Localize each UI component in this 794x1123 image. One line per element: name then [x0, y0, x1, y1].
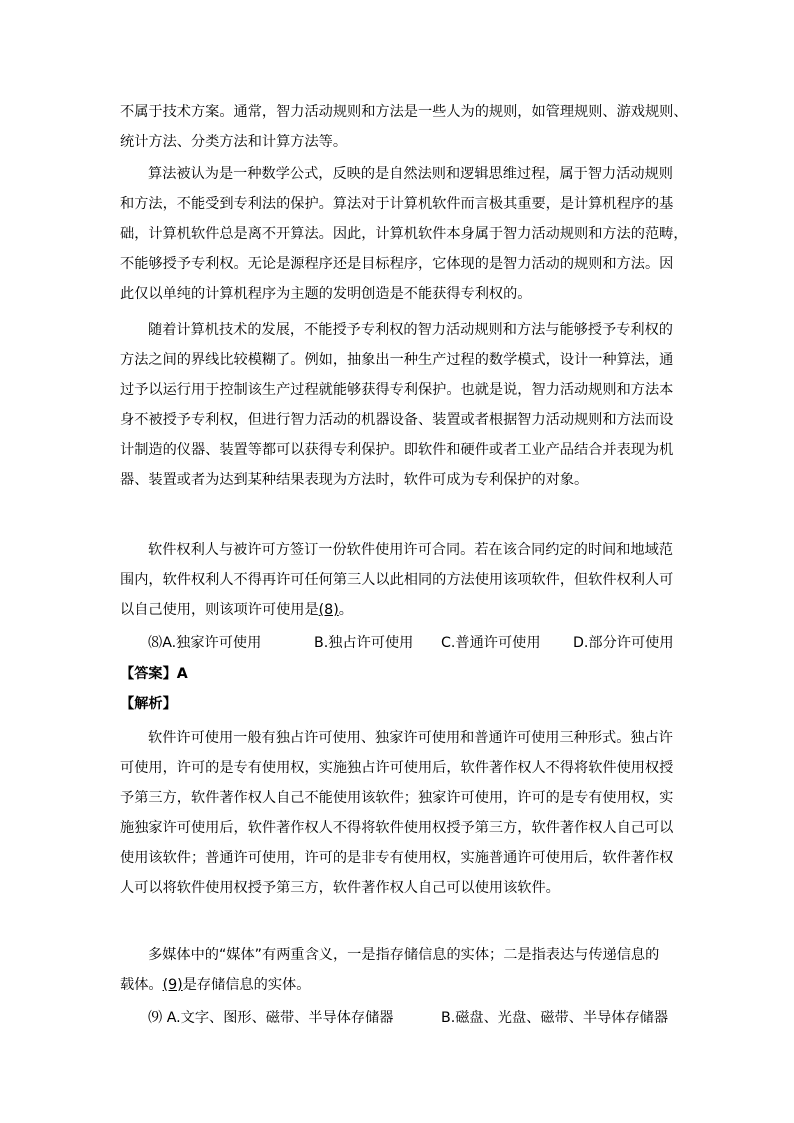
- paragraph-line: 此仅以单纯的计算机程序为主题的发明创造是不能获得专利权的。: [120, 286, 532, 302]
- question-line: 软件权利人与被许可方签订一份软件使用许可合同。若在该合同约定的时间和地域范: [148, 542, 673, 558]
- paragraph-line: 器、装置或者为达到某种结果表现为方法时，软件可成为专利保护的对象。: [120, 472, 589, 488]
- option-c: C.普通许可使用: [441, 635, 541, 651]
- option-d: D.部分许可使用: [573, 635, 674, 651]
- analysis-line: 可使用，许可的是专有使用权，实施独占许可使用后，软件著作权人不得将软件使用权授: [120, 760, 674, 776]
- paragraph-line: 随着计算机技术的发展，不能授予专利权的智力活动规则和方法与能够授予专利权的: [148, 322, 673, 338]
- option-a: ⑼ A.文字、图形、磁带、半导体存储器: [148, 1010, 394, 1026]
- options-row: [120, 628, 680, 658]
- analysis-line: 施独家许可使用后，软件著作权人不得将软件使用权授予第三方，软件著作权人自己可以: [120, 820, 674, 836]
- paragraph-line: 不能够授予专利权。无论是源程序还是目标程序，它体现的是智力活动的规则和方法。因: [120, 256, 674, 272]
- paragraph-line: 身不被授予专利权，但进行智力活动的机器设备、装置或者根据智力活动规则和方法而设: [120, 412, 674, 428]
- answer-blank: (8): [318, 602, 339, 618]
- question-line: 多媒体中的“媒体”有两重含义，一是指存储信息的实体；二是指表达与传递信息的: [148, 947, 660, 963]
- options-row: [120, 1003, 680, 1033]
- paragraph-line: 和方法，不能受到专利法的保护。算法对于计算机软件而言极其重要，是计算机程序的基: [120, 196, 674, 212]
- answer-blank: (9): [162, 977, 183, 993]
- answer-value: A: [176, 666, 188, 682]
- analysis-line: 使用该软件；普通许可使用，许可的是非专有使用权，实施普通许可使用后，软件著作权: [120, 850, 674, 866]
- paragraph-line: 算法被认为是一种数学公式，反映的是自然法则和逻辑思维过程，属于智力活动规则: [148, 166, 673, 182]
- analysis-line: 人可以将软件使用权授予第三方，软件著作权人自己可以使用该软件。: [120, 880, 560, 896]
- paragraph-line: 方法之间的界线比较模糊了。例如，抽象出一种生产过程的数学模式，设计一种算法，通: [120, 352, 674, 368]
- analysis-line: 软件许可使用一般有独占许可使用、独家许可使用和普通许可使用三种形式。独占许: [148, 730, 673, 746]
- paragraph-line: 统计方法、分类方法和计算方法等。: [120, 134, 348, 150]
- option-b: B.磁盘、光盘、磁带、半导体存储器: [441, 1010, 669, 1026]
- analysis-line: 予第三方，软件著作权人自己不能使用该软件；独家许可使用，许可的是专有使用权，实: [120, 790, 674, 806]
- paragraph-line: 础，计算机软件总是离不开算法。因此，计算机软件本身属于智力活动规则和方法的范畴，: [120, 226, 688, 242]
- question-text: 以自己使用，则该项许可使用是: [120, 602, 319, 618]
- question-line: 围内，软件权利人不得再许可任何第三人以此相同的方法使用该项软件，但软件权利人可: [120, 572, 674, 588]
- question-text-end: 。: [338, 602, 353, 618]
- answer-label: 【答案】: [120, 666, 177, 682]
- question-text: 载体。: [120, 977, 163, 993]
- option-b: B.独占许可使用: [314, 635, 414, 651]
- question-line: [120, 970, 680, 1000]
- question-line: [120, 595, 680, 625]
- paragraph-line: 计制造的仪器、装置等都可以获得专利保护。即软件和硬件或者工业产品结合并表现为机: [120, 442, 674, 458]
- analysis-label: 【解析】: [120, 696, 177, 712]
- option-a: ⑻A.独家许可使用: [148, 635, 262, 651]
- paragraph-line: 不属于技术方案。通常，智力活动规则和方法是一些人为的规则，如管理规则、游戏规则、: [120, 104, 688, 120]
- question-text-end: 是存储信息的实体。: [182, 977, 311, 993]
- answer-line: [120, 659, 680, 689]
- paragraph-line: 过予以运行用于控制该生产过程就能够获得专利保护。也就是说，智力活动规则和方法本: [120, 382, 674, 398]
